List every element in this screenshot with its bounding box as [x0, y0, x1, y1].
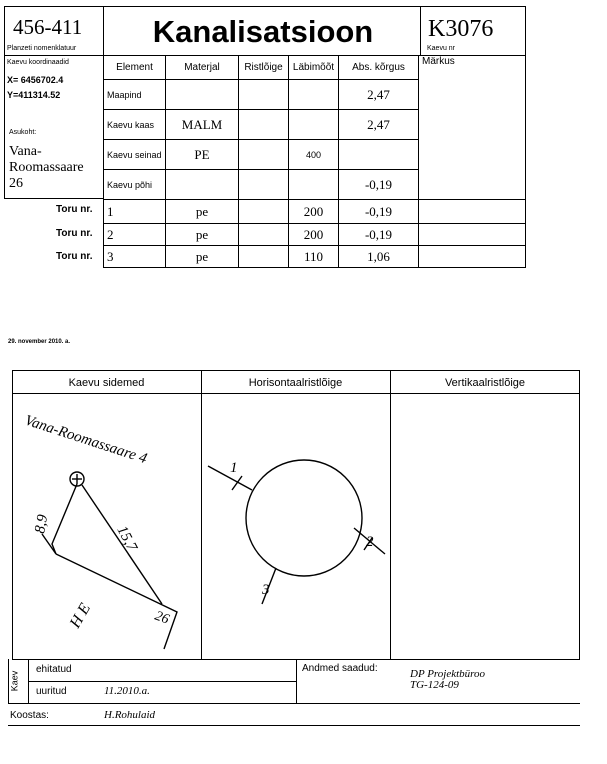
- col-material: Materjal: [166, 56, 239, 80]
- distance-8-9: 8,9: [32, 513, 52, 535]
- author-label: Koostas:: [10, 710, 49, 721]
- height-cell: 2,47: [339, 80, 419, 110]
- measure-line-26: [56, 554, 177, 649]
- height-cell: -0,19: [339, 170, 419, 200]
- material-cell: pe: [166, 200, 239, 224]
- material-cell: [166, 80, 239, 110]
- distance-26: 26: [152, 608, 171, 628]
- well-circle-icon: [246, 460, 362, 576]
- pipe-label-1: Toru nr.: [56, 204, 93, 215]
- data-from-line2: TG-124-09: [410, 679, 459, 691]
- links-sketch: [12, 394, 201, 659]
- data-from-label: Andmed saadud:: [302, 663, 378, 674]
- pipe-no-cell: 1: [104, 200, 166, 224]
- element-cell: Maapind: [104, 80, 166, 110]
- col-cross-section: Ristlõige: [239, 56, 289, 80]
- diameter-cell: 200: [289, 200, 339, 224]
- pipe-label-2: Toru nr.: [56, 228, 93, 239]
- height-cell: 2,47: [339, 110, 419, 140]
- col-remarks: Märkus: [419, 56, 526, 200]
- well-no-label: Kaevu nr: [427, 45, 456, 52]
- pipe-1-label: 1: [230, 460, 238, 476]
- built-label: ehitatud: [36, 664, 72, 675]
- cross-cell: [239, 140, 289, 170]
- height-cell: 1,06: [339, 246, 419, 268]
- diameter-cell: [289, 170, 339, 200]
- nomenclature-value: 456-411: [13, 15, 83, 39]
- nomenclature-box: [4, 6, 104, 56]
- element-cell: Kaevu seinad: [104, 140, 166, 170]
- street-label: Vana-Roomassaare 4: [22, 412, 149, 468]
- material-cell: PE: [166, 140, 239, 170]
- coord-x: X= 6456702.4: [7, 75, 64, 85]
- author-value: H.Rohulaid: [104, 709, 156, 721]
- pipe-no-cell: 3: [104, 246, 166, 268]
- surveyed-value: 11.2010.a.: [104, 685, 150, 697]
- cross-cell: [239, 170, 289, 200]
- pipe-2-label: 2: [366, 534, 374, 550]
- house-mark: H E: [66, 600, 95, 631]
- address-line2: Roomassaare: [9, 160, 84, 175]
- material-cell: MALM: [166, 110, 239, 140]
- diameter-cell: 200: [289, 224, 339, 246]
- col-element: Element: [104, 56, 166, 80]
- panel-horizontal-title: Horisontaalristlõige: [248, 377, 343, 389]
- material-cell: [166, 170, 239, 200]
- title-box: [103, 6, 421, 56]
- col-diameter: Läbimõõt: [289, 56, 339, 80]
- table-row: [104, 224, 526, 246]
- date-line: 29. november 2010. a.: [8, 339, 71, 345]
- material-cell: pe: [166, 224, 239, 246]
- well-no-box: [420, 6, 526, 56]
- address-label: Asukoht:: [9, 129, 37, 136]
- horizontal-sketch: [202, 394, 390, 659]
- address-line3: 26: [9, 176, 23, 191]
- data-from-line1: DP Projektbüroo: [410, 668, 486, 680]
- diameter-cell: 400: [289, 140, 339, 170]
- panel-links-title: Kaevu sidemed: [68, 377, 145, 389]
- height-cell: -0,19: [339, 224, 419, 246]
- height-cell: -0,19: [339, 200, 419, 224]
- panel-vertical-title: Vertikaalristlõige: [444, 377, 526, 389]
- pipe-label-3: Toru nr.: [56, 251, 93, 262]
- nomenclature-label: Planzeti nomenklatuur: [7, 45, 77, 52]
- element-cell: Kaevu kaas: [104, 110, 166, 140]
- kaev-side-label: Kaev: [9, 670, 20, 692]
- height-cell: [339, 140, 419, 170]
- page-title: Kanalisatsioon: [152, 14, 374, 49]
- diameter-cell: [289, 80, 339, 110]
- cross-cell: [239, 110, 289, 140]
- coord-y: Y=411314.52: [7, 90, 61, 100]
- address-line1: Vana-: [9, 144, 42, 159]
- diameter-cell: 110: [289, 246, 339, 268]
- distance-15-7: 15,7: [113, 523, 140, 555]
- cross-cell: [239, 80, 289, 110]
- surveyed-label: uuritud: [36, 686, 67, 697]
- col-abs-height: Abs. kõrgus: [339, 56, 419, 80]
- element-cell: Kaevu põhi: [104, 170, 166, 200]
- pipe-no-cell: 2: [104, 224, 166, 246]
- measure-line-8-9: [52, 484, 77, 554]
- location-box: [4, 55, 104, 199]
- pipe-3-label: 3: [262, 582, 270, 598]
- element-table: [103, 55, 526, 268]
- material-cell: pe: [166, 246, 239, 268]
- coords-label: Kaevu koordinaadid: [7, 59, 69, 66]
- table-row: [104, 200, 526, 224]
- diameter-cell: [289, 110, 339, 140]
- well-no-value: K3076: [428, 16, 494, 42]
- table-row: [104, 246, 526, 268]
